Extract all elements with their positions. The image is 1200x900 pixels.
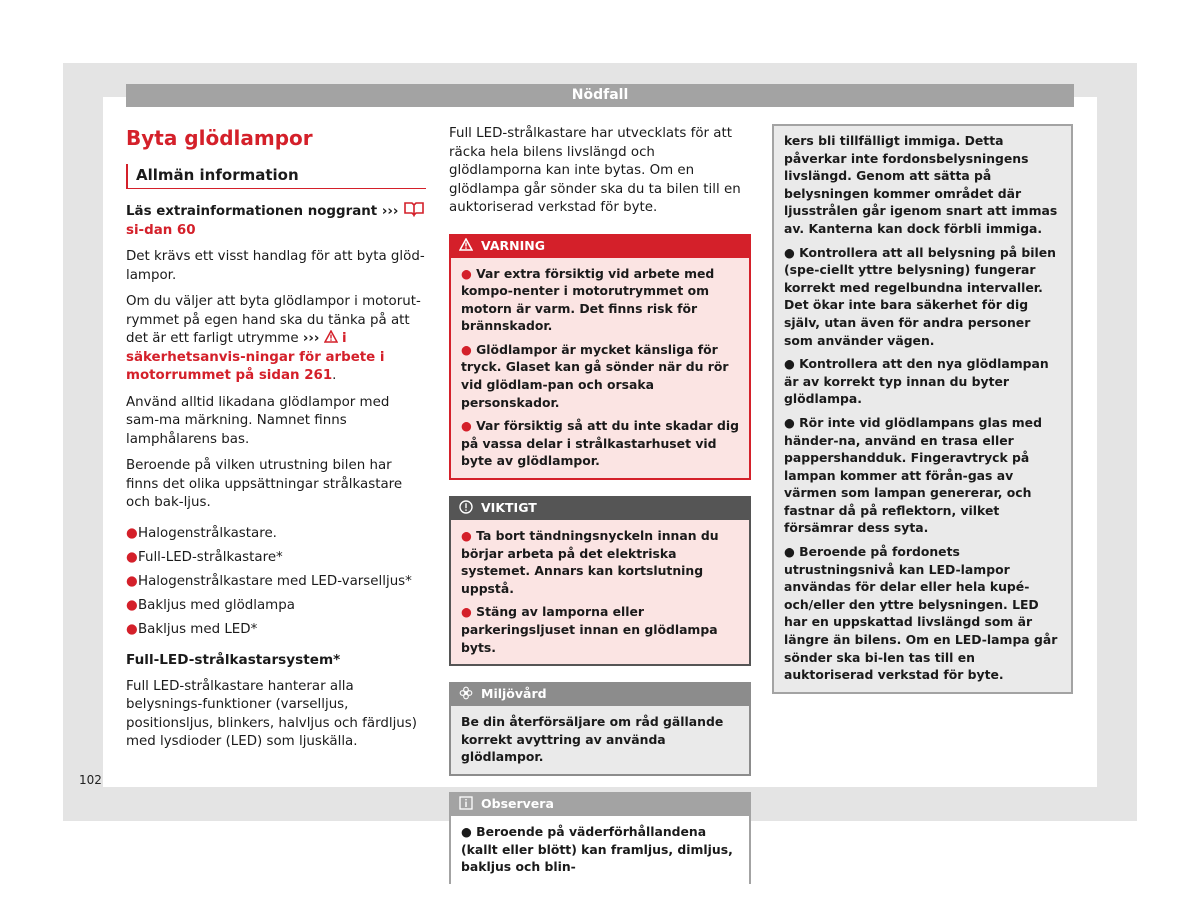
important-item-text: Ta bort tändningsnyckeln innan du börjar arbeta på det elektriska systemet. Annars kan kortslutning uppstå. bbox=[461, 528, 719, 596]
observe-box-title: Observera bbox=[481, 795, 554, 811]
important-box-title: VIKTIGT bbox=[481, 500, 537, 516]
warning-box-body bbox=[449, 258, 751, 481]
column-3 bbox=[772, 124, 1073, 694]
page-title: Byta glödlampor bbox=[126, 126, 313, 150]
exclamation-circle-icon bbox=[459, 496, 473, 520]
subheading-full-led: Full-LED-strålkastarsystem* bbox=[126, 652, 341, 668]
paragraph-2-text: Om du väljer att byta glödlampor i motorut-rymmet på egen hand ska du tänka på att det är ett farligt utrymme bbox=[126, 294, 421, 346]
observe-item-text: Kontrollera att den nya glödlampan är av korrekt typ innan du byter glödlampa. bbox=[784, 356, 1049, 407]
safety-instructions-link[interactable]: i säkerhetsanvis-ningar för arbete i motorrummet på sidan 261 bbox=[126, 331, 385, 383]
important-box-header bbox=[449, 496, 751, 520]
bullet-icon: ● bbox=[461, 823, 472, 839]
warning-box-header bbox=[449, 234, 751, 258]
bullet-icon: ● bbox=[784, 414, 795, 430]
info-icon bbox=[459, 792, 473, 816]
book-icon bbox=[403, 204, 425, 219]
section-header: Nödfall bbox=[126, 84, 1074, 107]
page-number: 102 bbox=[79, 773, 102, 787]
column-1 bbox=[126, 124, 426, 760]
observe-item bbox=[461, 823, 739, 876]
bullet-icon: ● bbox=[784, 544, 795, 560]
reference-text: Läs extrainformationen noggrant bbox=[126, 204, 378, 219]
important-item bbox=[461, 527, 739, 597]
bullet-icon: ● bbox=[784, 244, 795, 260]
list-item-text: Bakljus med glödlampa bbox=[138, 597, 295, 613]
list-item bbox=[126, 573, 426, 592]
list-item-text: Bakljus med LED* bbox=[138, 621, 258, 637]
warning-triangle-icon bbox=[459, 234, 473, 258]
observe-box-header bbox=[449, 792, 751, 816]
reference-paragraph bbox=[126, 201, 426, 240]
bullet-icon: ● bbox=[126, 549, 138, 565]
bullet-icon: ● bbox=[126, 597, 138, 613]
warning-triangle-icon bbox=[324, 331, 338, 346]
bullet-icon: ● bbox=[461, 604, 472, 620]
warning-box bbox=[449, 234, 751, 481]
observe-item-text: Beroende på väderförhållandena (kallt eller blött) kan framljus, dimljus, bakljus och blin- bbox=[461, 823, 733, 875]
list-item-text: Halogenstrålkastare. bbox=[138, 525, 277, 541]
paragraph-5: Full LED-strålkastare hanterar alla belysnings-funktioner (varselljus, positionsljus, blinkers, halvljus och färdljus) med lysdioder (LED) som ljuskälla. bbox=[126, 678, 417, 749]
bullet-icon: ● bbox=[461, 341, 472, 357]
warning-item-text: Glödlampor är mycket känsliga för tryck. Glaset kan gå sönder när du rör vid glödlam-pan och orsaka personskador. bbox=[461, 341, 729, 410]
environment-box bbox=[449, 682, 751, 776]
bullet-icon: ● bbox=[784, 356, 795, 372]
observe-item-text: Kontrollera att all belysning på bilen (spe-ciellt yttre belysning) fungerar korrekt med regelbundna intervaller. Det ökar inte bara säkerhet för dig själv, utan även för andra personer som använder vägen. bbox=[784, 244, 1056, 348]
observe-item bbox=[784, 414, 1061, 537]
paragraph-led-lifetime: Full LED-strålkastare har utvecklats för att räcka hela bilens livslängd och glödlamporna kan inte bytas. Om en glödlampa går sönder ska du ta bilen till en auktoriserad verkstad för byte. bbox=[449, 126, 741, 215]
environment-box-body bbox=[449, 706, 751, 776]
page-reference-link[interactable]: si-dan 60 bbox=[126, 222, 196, 238]
environment-box-header bbox=[449, 682, 751, 706]
list-item bbox=[126, 621, 426, 640]
flower-icon bbox=[459, 682, 473, 706]
list-item bbox=[126, 525, 426, 544]
observe-item bbox=[784, 355, 1061, 408]
column-2 bbox=[449, 125, 751, 900]
bullet-icon: ● bbox=[126, 525, 138, 541]
paragraph-4: Beroende på vilken utrustning bilen har finns det olika uppsättningar strålkastare och bak-ljus. bbox=[126, 458, 403, 510]
paragraph-1: Det krävs ett visst handlag för att byta glöd-lampor. bbox=[126, 249, 425, 283]
warning-item bbox=[461, 265, 739, 335]
subheading-general-info: Allmän information bbox=[126, 164, 426, 189]
paragraph-3: Använd alltid likadana glödlampor med sam-ma märkning. Namnet finns lamphålarens bas. bbox=[126, 394, 390, 447]
list-item bbox=[126, 549, 426, 568]
environment-box-title: Miljövård bbox=[481, 686, 547, 702]
bullet-icon: ● bbox=[461, 418, 472, 434]
observe-item bbox=[784, 244, 1061, 350]
important-box-body bbox=[449, 520, 751, 666]
list-item-text: Full-LED-strålkastare* bbox=[138, 549, 283, 565]
important-item-text: Stäng av lamporna eller parkeringsljuset innan en glödlampa byts. bbox=[461, 604, 718, 655]
environment-text: Be din återförsäljare om råd gällande korrekt avyttring av använda glödlampor. bbox=[461, 714, 724, 765]
warning-box-title: VARNING bbox=[481, 237, 545, 253]
observe-item-text: Rör inte vid glödlampans glas med händer-na, använd en trasa eller pappershandduk. Fingeravtryck på lampan kommer att förån-gas av värmen som lampan genererar, och fastnar då på reflektorn, vilket försämrar dess syta. bbox=[784, 414, 1042, 536]
bullet-icon: ● bbox=[461, 265, 472, 281]
warning-item-text: Var försiktig så att du inte skadar dig på vassa delar i strålkastarhuset vid byte av glödlampor. bbox=[461, 418, 739, 469]
warning-item bbox=[461, 417, 739, 470]
headlight-type-list bbox=[126, 525, 426, 640]
paragraph-2-end: . bbox=[332, 368, 337, 383]
bullet-icon: ● bbox=[126, 621, 138, 637]
paragraph-2-arrows: ››› bbox=[302, 331, 320, 346]
observe-item bbox=[784, 543, 1061, 684]
observe-item-text: Beroende på fordonets utrustningsnivå kan LED-lampor användas för delar eller hela kupé- och/eller den yttre belysningen. LED har en uppskattad livslängd som är längre än bilens. Om en LED-lampa går sönder ska bi-len tas till en auktoriserad verkstad för byte. bbox=[784, 544, 1058, 683]
important-box bbox=[449, 496, 751, 666]
warning-item bbox=[461, 341, 739, 411]
paragraph-2 bbox=[126, 293, 426, 386]
observe-continued-text: kers bli tillfälligt immiga. Detta påverkar inte fordonsbelysningens livslängd. Genom att sätta på belysningen kommer området där ljusstrålen går igenom snart att immas av. Kanterna kan dock förbli immiga. bbox=[784, 133, 1058, 236]
reference-arrows: ››› bbox=[381, 204, 399, 219]
list-item-text: Halogenstrålkastare med LED-varselljus* bbox=[138, 573, 412, 589]
observe-box bbox=[449, 792, 751, 884]
bullet-icon: ● bbox=[461, 528, 472, 544]
observe-box-continued bbox=[772, 124, 1073, 694]
important-item bbox=[461, 603, 739, 656]
bullet-icon: ● bbox=[126, 573, 138, 589]
list-item bbox=[126, 597, 426, 616]
warning-item-text: Var extra försiktig vid arbete med kompo-nenter i motorutrymmet om motorn är varm. Det finns risk för brännskador. bbox=[461, 265, 715, 334]
observe-box-body bbox=[449, 816, 751, 884]
